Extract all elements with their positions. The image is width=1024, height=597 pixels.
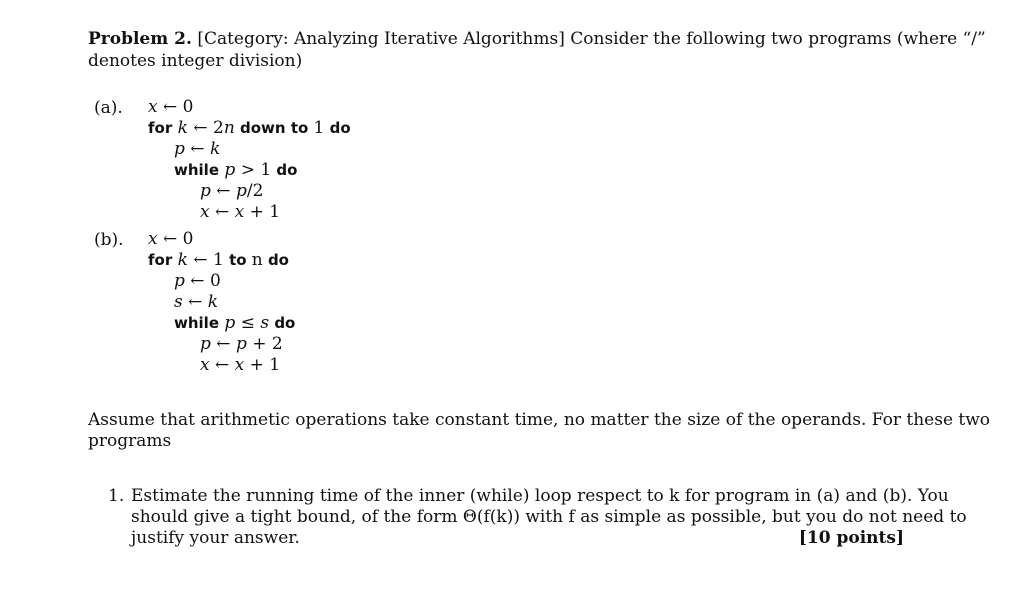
question-1-line-3: justify your answer. (131, 528, 300, 548)
assumption-line-2: programs (88, 431, 172, 451)
question-1-line-1: Estimate the running time of the inner (while) loop respect to k for program in (a) and (b). You (131, 486, 949, 506)
question-1-points: [10 points] (798, 528, 904, 548)
program-a-line-5: p ← p/2 (200, 181, 264, 201)
program-b-line-6: p ← p + 2 (200, 334, 283, 354)
program-b-label: (b). (94, 230, 124, 250)
program-a-line-3: p ← k (174, 139, 221, 159)
problem-label: Problem 2. (88, 29, 192, 49)
program-b-line-3: p ← 0 (174, 271, 221, 291)
question-1-number: 1. (108, 486, 125, 506)
program-b-line-7: x ← x + 1 (200, 355, 281, 375)
program-a-line-6: x ← x + 1 (200, 202, 281, 222)
program-a-label: (a). (94, 98, 123, 118)
program-a-line-2: for k ← 2n down to 1 do (148, 118, 351, 138)
question-1-line-2: should give a tight bound, of the form Θ(f(k)) with f as simple as possible, but you do not need to (131, 507, 967, 527)
program-b-line-2: for k ← 1 to n do (148, 250, 289, 270)
assumption-line-1: Assume that arithmetic operations take constant time, no matter the size of the operands. For these two (88, 410, 991, 430)
problem-header-line-2: denotes integer division) (88, 51, 303, 71)
program-a-line-1: x ← 0 (148, 97, 194, 117)
program-b-line-5: while p ≤ s do (174, 313, 296, 333)
program-b-line-4: s ← k (174, 292, 219, 312)
program-b-line-1: x ← 0 (148, 229, 194, 249)
problem-header-text: [Category: Analyzing Iterative Algorithms] Consider the following two programs (where “/” (197, 29, 986, 49)
program-a-line-4: while p > 1 do (174, 160, 298, 180)
problem-header-line-1 (88, 29, 986, 49)
